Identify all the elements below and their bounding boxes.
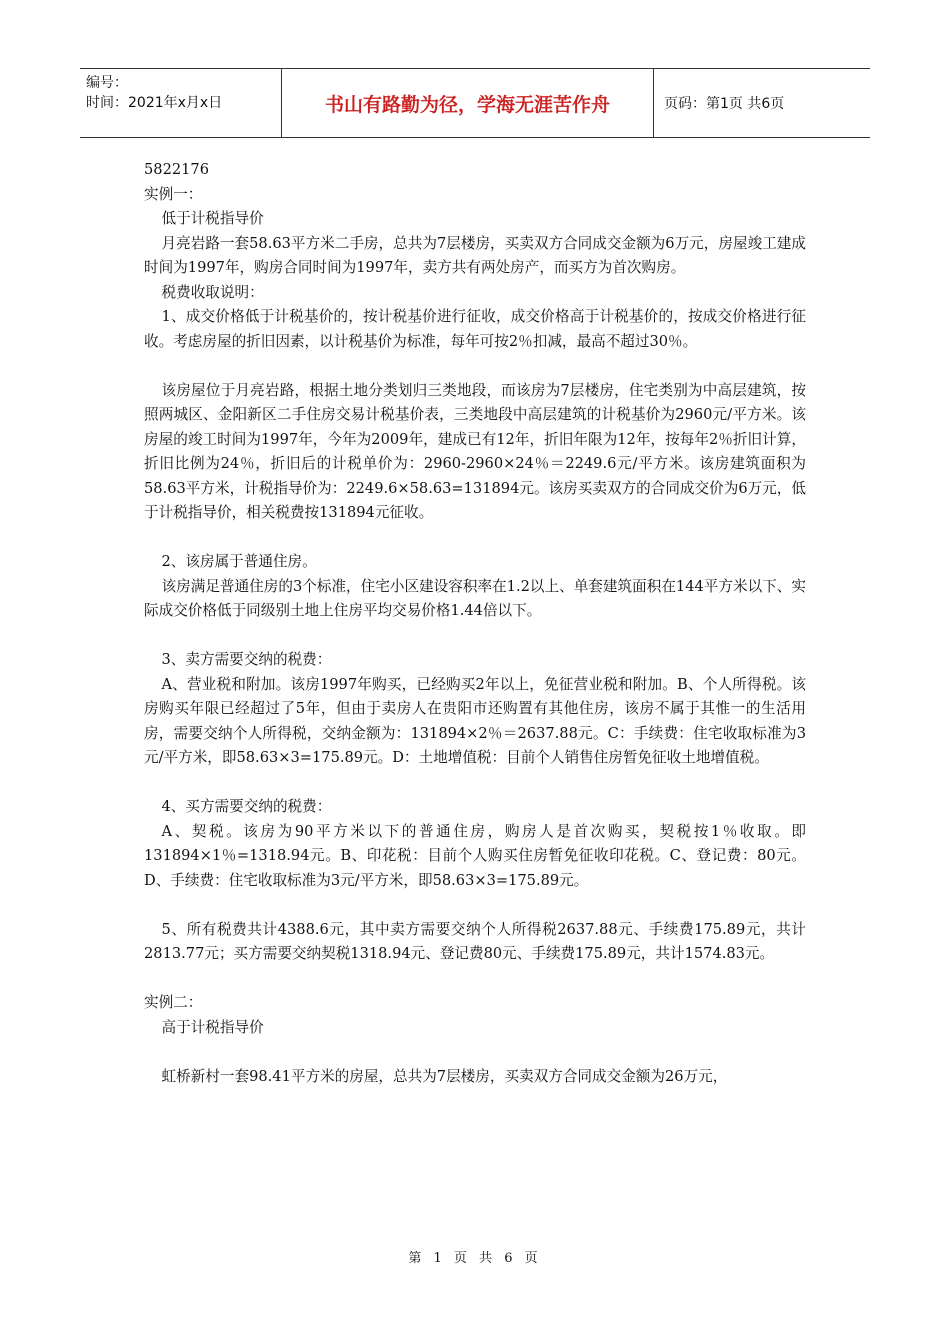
header-page-number: 页码：第1页 共6页 (664, 96, 785, 112)
body-paragraph: 月亮岩路一套58.63平方米二手房，总共为7层楼房，买卖双方合同成交金额为6万元，房屋竣工建成时间为1997年，购房合同时间为1997年，卖方共有两处房产，而买方为首次购房。 (144, 234, 806, 276)
header-motto: 书山有路勤为径，学海无涯苦作舟 (282, 69, 654, 137)
body-paragraph: 5、所有税费共计4388.6元，其中卖方需要交纳个人所得税2637.88元、手续费175.89元，共计2813.77元；买方需要交纳契税1318.94元、登记费80元、手续费175.89元，共计1574.83元。 (144, 920, 806, 962)
blank-line (144, 893, 806, 918)
blank-line (144, 967, 806, 992)
body-paragraph: A、营业税和附加。该房1997年购买，已经购买2年以上，免征营业税和附加。B、个人所得税。该房购买年限已经超过了5年，但由于卖房人在贵阳市还购置有其他住房，该房不属于其惟一的生活用房，需要交纳个人所得税，交纳金额为：131894×2％＝2637.88元。C：手续费：住宅收取标准为3元/平方米，即58.63×3=175.89元。D：土地增值税：目前个人销售住房暂免征收土地增值税。 (144, 675, 806, 766)
document-body (144, 158, 806, 1089)
body-paragraph: 3、卖方需要交纳的税费： (161, 651, 332, 668)
body-paragraph: 2、该房属于普通住房。 (161, 553, 317, 570)
blank-line (144, 526, 806, 551)
blank-line (144, 624, 806, 649)
page-footer: 第 1 页 共 6 页 (408, 1251, 542, 1266)
body-paragraph: A、契税。该房为90平方米以下的普通住房，购房人是首次购买，契税按1％收取。即131894×1％=1318.94元。B、印花税：目前个人购买住房暂免征收印花税。C、登记费：80元。D、手续费：住宅收取标准为3元/平方米，即58.63×3=175.89元。 (144, 822, 806, 889)
header-meta (80, 69, 282, 137)
blank-line (144, 1040, 806, 1065)
body-paragraph: 4、买方需要交纳的税费： (161, 798, 332, 815)
document-number-label: 编号： (86, 75, 128, 91)
body-paragraph: 虹桥新村一套98.41平方米的房屋，总共为7层楼房，买卖双方合同成交金额为26万元， (161, 1067, 728, 1085)
document-time-label: 时间：2021年x月x日 (86, 95, 223, 111)
body-paragraph: 税费收取说明： (161, 283, 264, 301)
blank-line (144, 354, 806, 379)
body-paragraph: 该房满足普通住房的3个标准，住宅小区建设容积率在1.2以上、单套建筑面积在144平方米以下、实际成交价格低于同级别土地上住房平均交易价格1.44倍以下。 (144, 577, 806, 619)
body-paragraph: 实例一： (144, 185, 203, 203)
page-header (80, 68, 870, 138)
body-paragraph: 低于计税指导价 (161, 210, 264, 227)
body-paragraph: 高于计税指导价 (161, 1018, 264, 1036)
body-paragraph: 1、成交价格低于计税基价的，按计税基价进行征收，成交价格高于计税基价的，按成交价格进行征收。考虑房屋的折旧因素，以计税基价为标准，每年可按2％扣减，最高不超过30％。 (144, 308, 806, 350)
body-paragraph: 该房屋位于月亮岩路，根据土地分类划归三类地段，而该房为7层楼房，住宅类别为中高层建筑，按照两城区、金阳新区二手住房交易计税基价表，三类地段中高层建筑的计税基价为2960元/平方米。该房屋的竣工时间为1997年，今年为2009年，建成已有12年，折旧年限为12年，按每年2％折旧计算，折旧比例为24％，折旧后的计税单价为：2960-2960×24％＝2249.6元/平方米。该房建筑面积为58.63平方米，计税指导价为：2249.6×58.63=131894元。该房买卖双方的合同成交价为6万元，低于计税指导价，相关税费按131894元征收。 (144, 381, 806, 521)
blank-line (144, 771, 806, 796)
body-paragraph: 5822176 (144, 161, 209, 178)
body-paragraph: 实例二： (144, 994, 203, 1011)
